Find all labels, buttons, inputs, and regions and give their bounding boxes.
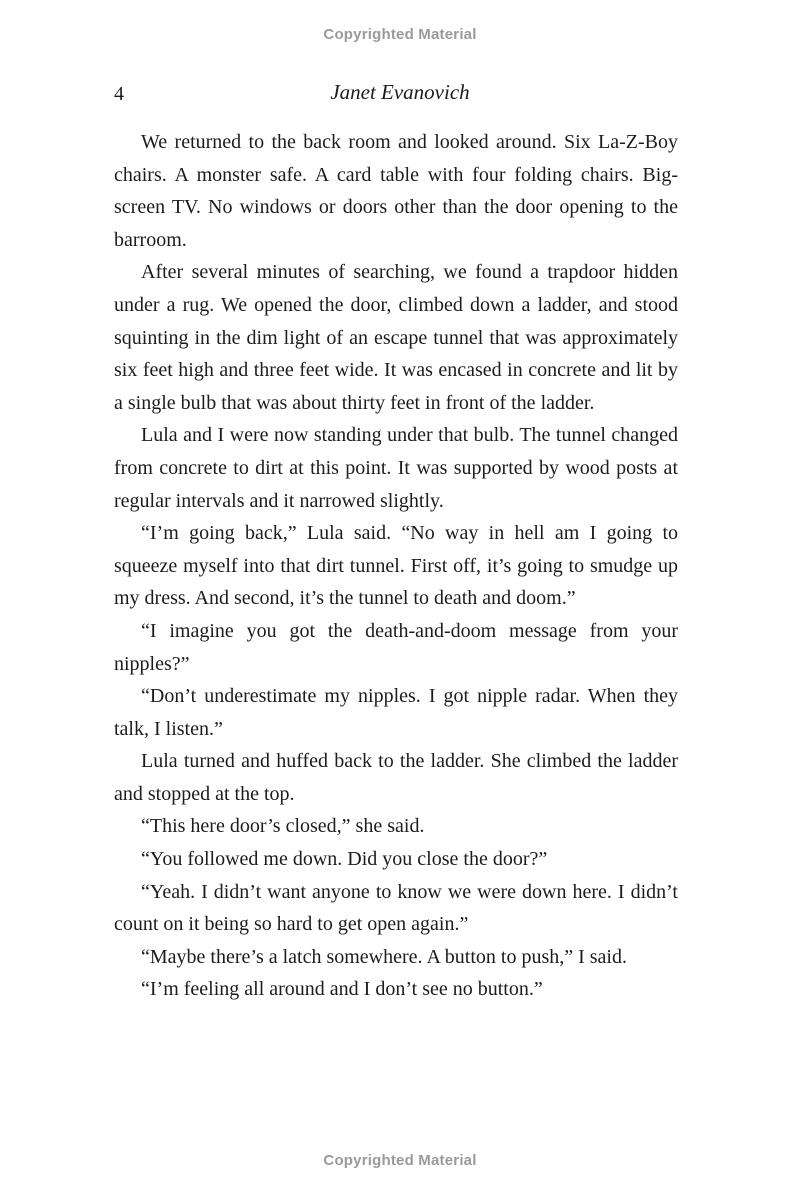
page-number: 4 [114,83,124,105]
paragraph: Lula and I were now standing under that bulb. The tunnel changed from concrete to dirt at this point. It was supported by wood posts at regular intervals and it narrowed slightly. [114,424,678,512]
body-text [114,126,678,1006]
paragraph: We returned to the back room and looked around. Six La-Z-Boy chairs. A monster safe. A card table with four folding chairs. Big-screen TV. No windows or doors other than the door opening to the barroom. [114,131,678,251]
paragraph: “I imagine you got the death-and-doom message from your nipples?” [114,619,678,675]
running-head-author: Janet Evanovich [330,80,470,104]
copyright-watermark-bottom: Copyrighted Material [323,1152,477,1169]
paragraph: “Yeah. I didn’t want anyone to know we were down here. I didn’t count on it being so hard to get open again.” [114,880,678,936]
paragraph: “This here door’s closed,” she said. [141,815,425,838]
paragraph: “I’m going back,” Lula said. “No way in hell am I going to squeeze myself into that dirt tunnel. First off, it’s going to smudge up my dress. And second, it’s the tunnel to death and doom.” [114,522,678,610]
copyright-watermark-top: Copyrighted Material [323,26,477,43]
paragraph: “Maybe there’s a latch somewhere. A button to push,” I said. [141,945,627,968]
paragraph: “Don’t underestimate my nipples. I got nipple radar. When they talk, I listen.” [114,685,678,740]
paragraph: After several minutes of searching, we found a trapdoor hidden under a rug. We opened the door, climbed down a ladder, and stood squinting in the dim light of an escape tunnel that was approximately six feet high and three feet wide. It was encased in concrete and lit by a single bulb that was about thirty feet in front of the ladder. [114,261,678,414]
paragraph: “I’m feeling all around and I don’t see no button.” [141,978,543,1001]
paragraph: “You followed me down. Did you close the door?” [141,848,548,871]
paragraph: Lula turned and huffed back to the ladder. She climbed the ladder and stopped at the top. [114,750,678,805]
